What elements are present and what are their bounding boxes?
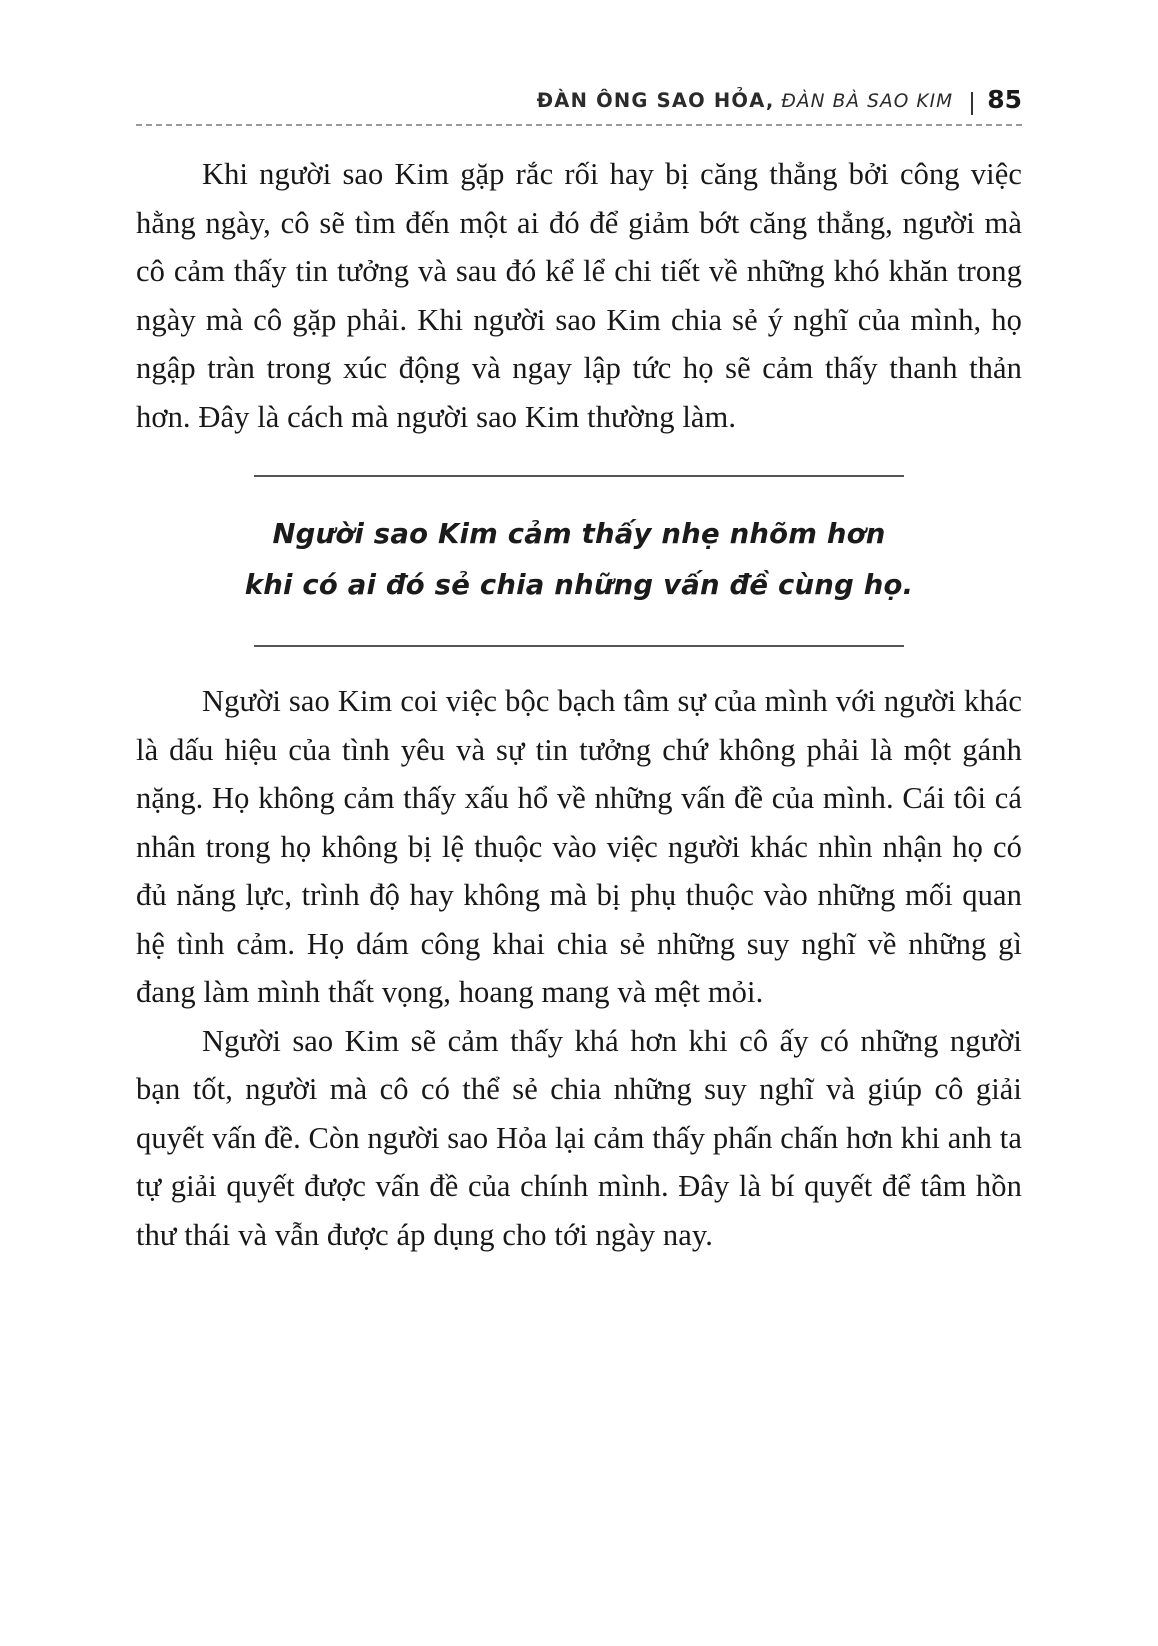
paragraph-2: Người sao Kim coi việc bộc bạch tâm sự của mình với người khác là dấu hiệu của tình yêu và sự tin tưởng chứ không phải là một gánh nặng. Họ không cảm thấy xấu hổ về những vấn đề của mình. Cái tôi cá nhân trong họ không bị lệ thuộc vào việc người khác nhìn nhận họ có đủ năng lực, trình độ hay không mà bị phụ thuộc vào những mối quan hệ tình cảm. Họ dám công khai chia sẻ những suy nghĩ về những gì đang làm mình thất vọng, hoang mang và mệt mỏi.: [136, 684, 1022, 1009]
pull-quote-top-rule: [254, 475, 904, 477]
running-head: [136, 78, 1022, 112]
header-dashed-rule: [136, 124, 1022, 126]
page-number: 85: [987, 85, 1022, 114]
pull-quote-line-2: khi có ai đó sẻ chia những vấn đề cùng họ.: [244, 569, 914, 601]
paragraph-3: Người sao Kim sẽ cảm thấy khá hơn khi cô ấy có những người bạn tốt, người mà cô có thể sẻ chia những suy nghĩ và giúp cô giải quyết vấn đề. Còn người sao Hỏa lại cảm thấy phấn chấn hơn khi anh ta tự giải quyết được vấn đề của chính mình. Đây là bí quyết để tâm hồn thư thái và vẫn được áp dụng cho tới ngày nay.: [136, 1023, 1022, 1252]
running-head-divider: [971, 92, 973, 115]
running-head-title-bold: ĐÀN ÔNG SAO HỎA,: [536, 89, 775, 112]
running-head-title: [537, 89, 953, 112]
pull-quote: [136, 475, 1022, 647]
pull-quote-text: [136, 509, 1022, 611]
paragraph-1: Khi người sao Kim gặp rắc rối hay bị căng thẳng bởi công việc hằng ngày, cô sẽ tìm đến một ai đó để giảm bớt căng thẳng, người mà cô cảm thấy tin tưởng và sau đó kể lể chi tiết về những khó khăn trong ngày mà cô gặp phải. Khi người sao Kim chia sẻ ý nghĩ của mình, họ ngập tràn trong xúc động và ngay lập tức họ sẽ cảm thấy thanh thản hơn. Đây là cách mà người sao Kim thường làm.: [136, 157, 1022, 434]
running-head-title-italic: ĐÀN BÀ SAO KIM: [781, 91, 954, 112]
page-content: [136, 150, 1022, 1259]
pull-quote-bottom-rule: [254, 645, 904, 647]
pull-quote-line-1: Người sao Kim cảm thấy nhẹ nhõm hơn: [272, 518, 886, 550]
